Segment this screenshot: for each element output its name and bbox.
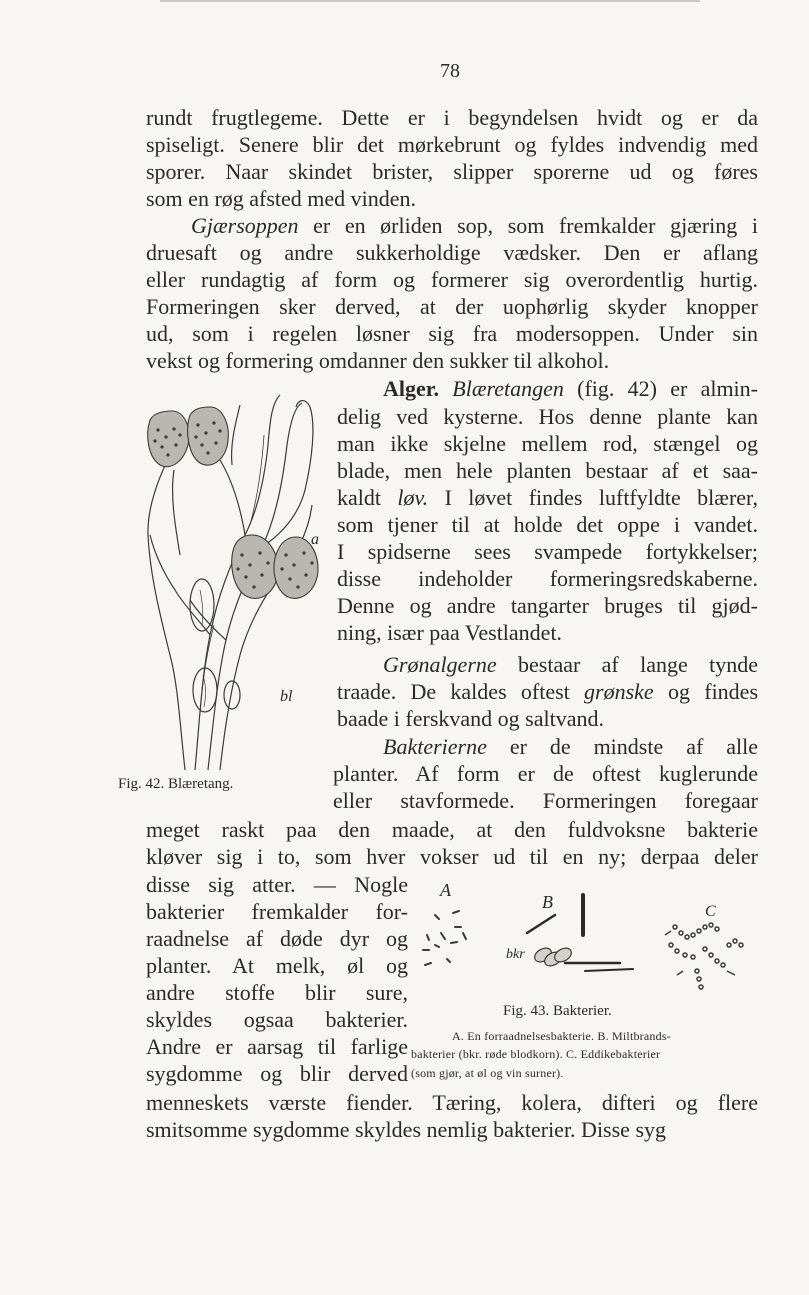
text-line: I spidserne sees svampede fortykkelser; xyxy=(337,539,758,564)
text-span: og findes xyxy=(653,679,759,704)
figure-43-caption: Fig. 43. Bakterier. xyxy=(503,1003,612,1019)
text-span: kaldt xyxy=(337,485,398,510)
text-line: ning, især paa Vestlandet. xyxy=(337,620,563,645)
text-line xyxy=(337,678,758,705)
figure-43-label-bkr: bkr xyxy=(506,947,525,962)
text-line: ud, som i regelen løsner sig fra modersoppen. Under sin xyxy=(146,321,758,346)
text-span: traade. De kaldes oftest xyxy=(337,679,585,704)
term-bakterierne: Bakterierne xyxy=(383,734,487,759)
text-line: disse sig atter. — Nogle xyxy=(146,872,408,897)
text-span: er de mindste af alle xyxy=(486,734,758,759)
text-line: Denne og andre tangarter bruges til gjød- xyxy=(337,593,758,618)
figure-42-label-bl: bl xyxy=(280,688,293,705)
text-line: som tjener til at holde det oppe i vandet. xyxy=(337,512,758,537)
text-line: som en røg afsted med vinden. xyxy=(146,186,417,211)
term-gronalgerne: Grønalgerne xyxy=(383,652,497,677)
figure-43-description-line: bakterier (bkr. røde blodkorn). C. Eddikebakterier xyxy=(411,1047,661,1061)
term-lov: løv. xyxy=(397,485,429,510)
text-line: druesaft og andre sukkerholdige vædsker. Den er aflang xyxy=(146,240,758,265)
text-span: bestaar af lange tynde xyxy=(496,652,758,677)
figure-43-bakterier xyxy=(415,875,760,1005)
text-line: smitsomme sygdomme skyldes nemlig bakterier. Disse syg xyxy=(146,1117,667,1142)
text-line: sporer. Naar skindet brister, slipper sporerne ud og føres xyxy=(146,159,758,184)
figure-43-label-c: C xyxy=(705,903,716,920)
text-line: rundt frugtlegeme. Dette er i begyndelsen hvidt og er da xyxy=(146,105,758,130)
text-line: man ikke skjelne mellem rod, stængel og xyxy=(337,431,758,456)
text-line: eller stavformede. Formeringen foregaar xyxy=(333,788,758,813)
figure-42-blaeretang xyxy=(140,385,330,780)
top-edge-rule xyxy=(160,0,700,2)
text-line: raadnelse af døde dyr og xyxy=(146,926,408,951)
text-line: kløver sig i to, som hver vokser ud til en ny; derpaa deler xyxy=(146,844,758,869)
text-line: planter. At melk, øl og xyxy=(146,953,408,978)
bacteria-c xyxy=(665,923,743,989)
text-line: menneskets værste fiender. Tæring, kolera, difteri og flere xyxy=(146,1090,758,1115)
text-line: sygdomme og blir derved xyxy=(146,1061,408,1086)
bacteria-a xyxy=(423,911,466,965)
figure-43-label-a: A xyxy=(440,880,451,900)
text-line: delig ved kysterne. Hos denne plante kan xyxy=(337,404,758,429)
text-line: andre stoffe blir sure, xyxy=(146,980,408,1005)
text-line xyxy=(383,375,758,402)
text-line xyxy=(191,212,758,239)
text-line: spiseligt. Senere blir det mørkebrunt og fyldes indvendig med xyxy=(146,132,758,157)
text-span: I løvet findes luftfyldte blærer, xyxy=(428,485,758,510)
text-line: skyldes ogsaa bakterier. xyxy=(146,1007,408,1032)
text-line: disse indeholder formeringsredskaberne. xyxy=(337,566,758,591)
text-line xyxy=(383,733,758,760)
figure-42-caption: Fig. 42. Blæretang. xyxy=(118,776,234,792)
text-line: blade, men hele planten bestaar af et saa- xyxy=(337,458,758,483)
text-line: baade i ferskvand og saltvand. xyxy=(337,706,604,731)
section-heading-alger: Alger. xyxy=(383,376,440,401)
figure-43-description-line: A. En forraadnelsesbakterie. B. Miltbrands- xyxy=(452,1029,671,1043)
text-line: vekst og formering omdanner den sukker til alkohol. xyxy=(146,348,610,373)
term-gronske: grønske xyxy=(584,679,654,704)
page-number: 78 xyxy=(440,60,460,82)
text-span: (fig. 42) er almin- xyxy=(563,376,758,401)
figure-43-description-line: (som gjør, at øl og vin surner). xyxy=(411,1066,564,1080)
term-blaeretangen: Blæretangen xyxy=(452,376,564,401)
text-line: planter. Af form er de oftest kuglerunde xyxy=(333,761,758,786)
text-span: er en ørliden sop, som fremkalder gjæring i xyxy=(298,213,758,238)
text-line: Andre er aarsag til farlige xyxy=(146,1034,408,1059)
figure-42-label-a: a xyxy=(311,531,319,548)
text-line xyxy=(383,651,758,678)
text-line: eller rundagtig af form og formerer sig overordentlig hurtig. xyxy=(146,267,758,292)
term-gjaersoppen: Gjærsoppen xyxy=(191,213,299,238)
text-line: meget raskt paa den maade, at den fuldvoksne bakterie xyxy=(146,817,758,842)
text-line: bakterier fremkalder for- xyxy=(146,899,408,924)
text-line: Formeringen sker derved, at der uophørlig skyder knopper xyxy=(146,294,758,319)
blood-cells xyxy=(532,945,574,968)
figure-43-label-b: B xyxy=(542,892,553,912)
text-line xyxy=(337,484,758,511)
